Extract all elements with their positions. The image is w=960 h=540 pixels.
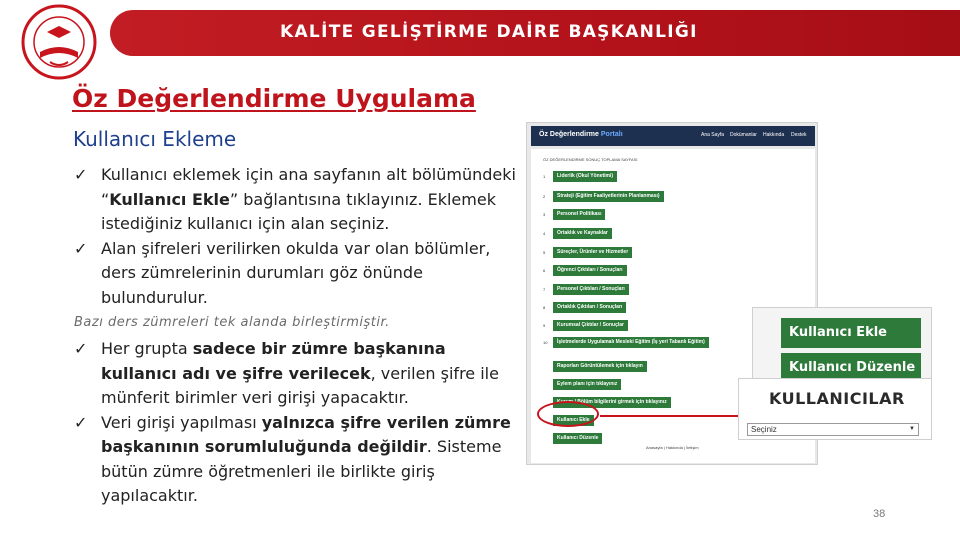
- bullet-1-text-b: ” bağlantısına tıklayınız. Eklemek istediğiniz kullanıcı için alan seçiniz.: [101, 189, 496, 233]
- header: [0, 0, 960, 72]
- portal-link-button[interactable]: Kullanıcı Düzenle: [553, 433, 602, 444]
- area-select-value: Seçiniz: [751, 425, 777, 434]
- bullet-1-text-a: Kullanıcı eklemek için ana sayfanın alt bölümündeki “: [101, 165, 516, 209]
- portal-link-button[interactable]: Raporları Görüntülemek için tıklayın: [553, 361, 647, 372]
- criterion-number: 3: [543, 212, 546, 217]
- criterion-button[interactable]: İşletmelerde Uygulamalı Mesleki Eğitim (İş yeri Tabanlı Eğitim): [553, 337, 709, 348]
- criterion-button[interactable]: Personel Çıktıları / Sonuçları: [553, 284, 629, 295]
- portal-caption: ÖZ DEĞERLENDİRME SONUÇ TOPLAMA SAYFASI: [543, 157, 638, 162]
- highlight-circle: [537, 401, 599, 427]
- portal-footer: Anasayfa | Hakkında | İletişim: [646, 445, 699, 450]
- checkmark-icon: ✓: [74, 238, 88, 258]
- criterion-button[interactable]: Liderlik (Okul Yönetimi): [553, 171, 617, 182]
- slide-subtitle: Kullanıcı Ekleme: [73, 127, 237, 151]
- criterion-button[interactable]: Öğrenci Çıktıları / Sonuçları: [553, 265, 627, 276]
- checkmark-icon: ✓: [74, 165, 88, 184]
- criterion-button[interactable]: Strateji (Eğitim Faaliyetlerinin Planlanması): [553, 191, 664, 202]
- portal-menu-docs[interactable]: Dokümanlar: [730, 132, 757, 138]
- bullet-3-bold: sadece bir zümre başkanına kullanıcı adı ve şifre verilecek: [101, 339, 446, 383]
- slide-title: Öz Değerlendirme Uygulama: [72, 84, 476, 113]
- criterion-button[interactable]: Personel Politikası: [553, 209, 605, 220]
- criterion-number: 9: [543, 323, 546, 328]
- note-text: Bazı ders zümreleri tek alanda birleştirmiştir.: [74, 315, 390, 330]
- criterion-number: 7: [543, 287, 546, 292]
- portal-menu-home[interactable]: Ana Sayfa: [701, 132, 725, 138]
- caret-down-icon: ▼: [909, 426, 915, 432]
- bullet-4-bold: yalnızca şifre verilen zümre başkanının sorumluluğunda değildir: [101, 412, 511, 456]
- page-number: 38: [873, 508, 886, 520]
- bullet-2-text: Alan şifreleri verilirken okulda var olan bölümler, ders zümrelerinin durumları göz önünde bulundurulur.: [101, 238, 491, 307]
- arrow-right-icon: [600, 415, 740, 417]
- area-select[interactable]: [747, 423, 919, 436]
- criterion-number: 6: [543, 268, 546, 273]
- ministry-logo: [14, 2, 104, 92]
- bullet-4: [74, 411, 524, 509]
- header-title: KALİTE GELİŞTİRME DAİRE BAŞKANLIĞI: [280, 22, 698, 42]
- bullet-3: [74, 337, 524, 411]
- portal-link-button[interactable]: Kurum / Bölüm bilgilerini girmek için tıklayınız: [553, 397, 671, 408]
- criterion-number: 1: [543, 174, 546, 179]
- criterion-button[interactable]: Kurumsal Çıktılar / Sonuçlar: [553, 320, 628, 331]
- users-title: KULLANICILAR: [769, 389, 905, 408]
- portal-brand-text: Öz Değerlendirme: [539, 131, 599, 138]
- criterion-number: 8: [543, 305, 546, 310]
- bullet-4-text-b: . Sisteme bütün zümre öğretmenleri ile birlikte giriş yapılacaktır.: [101, 437, 502, 505]
- checkmark-icon: ✓: [74, 412, 88, 432]
- portal-link-button[interactable]: Kullanıcı Ekle: [553, 415, 594, 426]
- bullet-3-text-b: , verilen şifre ile münferit birimler veri girişi yapacaktır.: [101, 363, 499, 407]
- portal-link-button[interactable]: Eylem planı için tıklayınız: [553, 379, 621, 390]
- criterion-button[interactable]: Ortaklık Çıktıları / Sonuçları: [553, 302, 626, 313]
- bullet-1: [74, 163, 524, 237]
- bullet-2: [74, 237, 524, 311]
- users-panel: [738, 378, 932, 440]
- criterion-button[interactable]: Ortaklık ve Kaynaklar: [553, 228, 612, 239]
- user-buttons-panel: [752, 307, 932, 385]
- portal-menu-support[interactable]: Destek: [791, 132, 807, 138]
- portal-menu-about[interactable]: Hakkında: [763, 132, 785, 138]
- portal-navbar: [531, 126, 815, 146]
- bullet-4-text-a: Veri girişi yapılması: [101, 412, 262, 432]
- criterion-button[interactable]: Süreçler, Ürünler ve Hizmetler: [553, 247, 632, 258]
- checkmark-icon: ✓: [74, 339, 88, 358]
- add-user-button[interactable]: Kullanıcı Ekle: [781, 318, 921, 348]
- criterion-number: 10: [543, 340, 548, 345]
- bullet-3-text-a: Her grupta: [101, 339, 193, 358]
- criterion-number: 2: [543, 194, 546, 199]
- portal-brand: [539, 131, 623, 138]
- portal-brand-accent: Portalı: [600, 131, 623, 138]
- bullet-1-bold: Kullanıcı Ekle: [109, 189, 230, 209]
- criterion-number: 4: [543, 231, 546, 236]
- criterion-number: 5: [543, 250, 546, 255]
- edit-user-button[interactable]: Kullanıcı Düzenle: [781, 353, 921, 383]
- bullet-list: [74, 163, 524, 509]
